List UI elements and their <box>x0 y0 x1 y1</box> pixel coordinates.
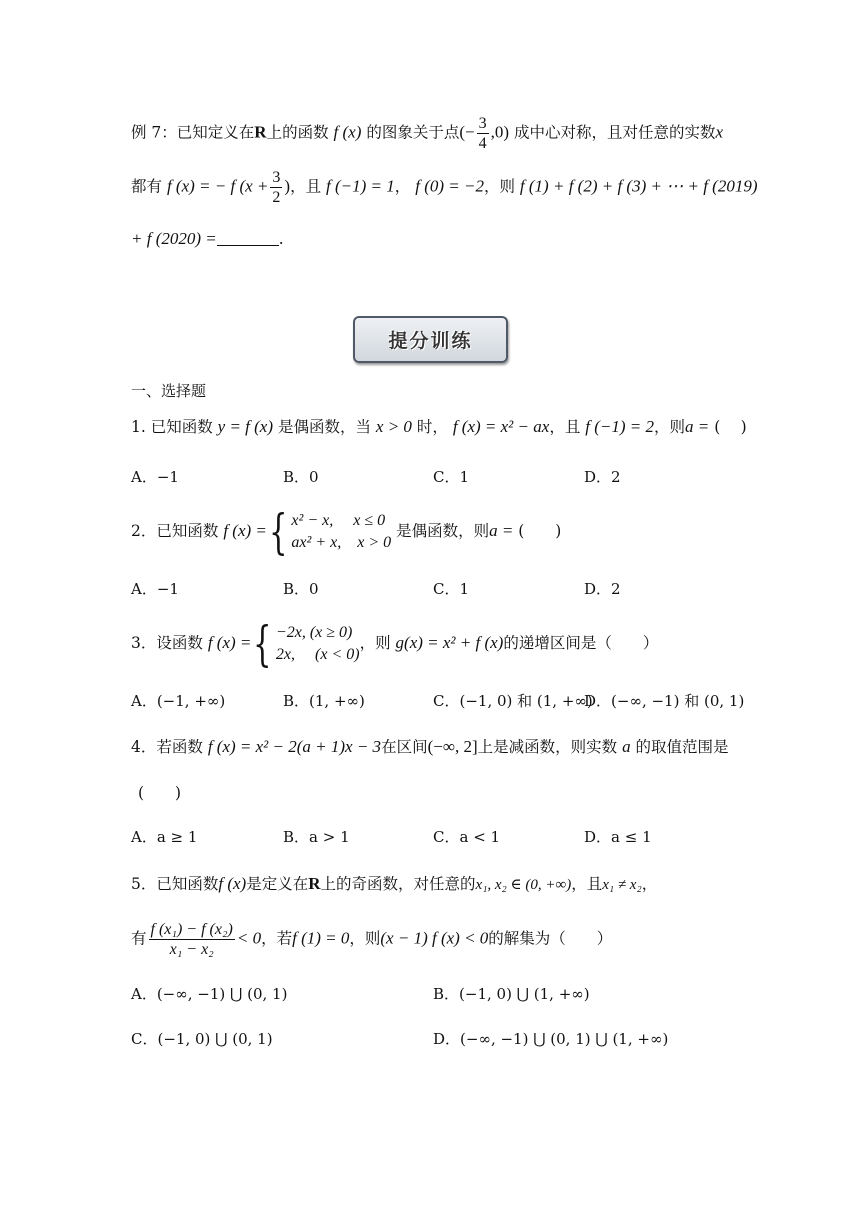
fraction-numerator: 3 <box>478 115 487 132</box>
q2-stem <box>131 504 562 560</box>
math: g(x) = x² + f (x) <box>395 633 504 652</box>
set-R: R <box>254 122 267 142</box>
text-segment: 上的奇函数，对任意的 <box>320 875 476 893</box>
q3-number: 3．设函数 <box>131 634 203 652</box>
math: f (x) = x² − ax <box>452 417 550 436</box>
text-segment: 成中心对称，且对任意的实数 <box>513 123 716 142</box>
case-1: x² − x, x ≤ 0 <box>291 512 386 529</box>
left-brace: { <box>268 504 288 560</box>
math: f (x) = <box>207 633 252 652</box>
math: f (1) = 0 <box>292 928 350 948</box>
math: f (x) <box>218 874 247 893</box>
math: a <box>622 737 631 756</box>
fraction-3-2 <box>270 168 282 207</box>
banner-label: 提分训练 <box>388 330 473 352</box>
text-segment: . <box>278 230 284 248</box>
q4-option-c[interactable]: C．a < 1 <box>433 828 501 846</box>
text-segment: 上是减函数，则实数 <box>477 738 618 756</box>
q3-option-a[interactable]: A．(−1, +∞) <box>131 692 226 710</box>
example7-line1 <box>131 114 723 153</box>
q2-number: 2．已知函数 <box>131 522 219 540</box>
q3-option-b[interactable]: B．(1, +∞) <box>283 692 365 710</box>
math: f (x) = <box>223 521 267 540</box>
math: a = <box>685 417 710 436</box>
piecewise-cases <box>276 622 360 666</box>
text-segment: ，且 <box>290 177 322 196</box>
text-segment: 上的函数 <box>266 123 329 142</box>
text-segment: 在区间 <box>381 738 428 756</box>
math-point-right: ,0) <box>490 122 509 142</box>
fraction-denominator: 4 <box>478 135 487 152</box>
section-banner <box>353 316 508 363</box>
fraction-denominator: 2 <box>272 189 281 206</box>
text-segment: 的解集为（ ） <box>488 929 613 948</box>
text-segment: ， <box>394 177 411 196</box>
fraction-denominator: x₁ − x₂ <box>169 941 214 958</box>
q2-option-a[interactable]: A．−1 <box>131 580 179 598</box>
text-segment: 有 <box>131 929 147 948</box>
q5-stem-line2 <box>131 920 612 959</box>
math-paren: ) <box>284 176 291 196</box>
q2-option-c[interactable]: C．1 <box>433 580 470 598</box>
example7-line2 <box>131 168 758 207</box>
q4-option-b[interactable]: B．a > 1 <box>283 828 350 846</box>
q2-option-b[interactable]: B．0 <box>283 580 319 598</box>
q4-number: 4．若函数 <box>131 738 203 756</box>
q5-stem-line1 <box>131 875 657 893</box>
math: f (x) = x² − 2(a + 1)x − 3 <box>207 737 382 756</box>
math: < 0 <box>236 928 262 948</box>
q4-stem <box>131 738 729 756</box>
q5-option-d[interactable]: D．(−∞, −1) ⋃ (0, 1) ⋃ (1, +∞) <box>433 1030 669 1048</box>
math: x > 0 <box>375 417 412 436</box>
case-2: ax² + x, x > 0 <box>291 534 392 551</box>
q1-option-c[interactable]: C．1 <box>433 468 470 486</box>
q4-paren: ( ) <box>138 784 182 802</box>
q4-option-a[interactable]: A．a ≥ 1 <box>131 828 198 846</box>
text-segment: 的取值范围是 <box>635 738 729 756</box>
text-segment: 是偶函数，当 <box>277 418 371 436</box>
q5-option-c[interactable]: C．(−1, 0) ⋃ (0, 1) <box>131 1030 273 1048</box>
text-segment: ，则 <box>654 418 686 436</box>
example7-label: 例 7：已知定义在 <box>131 123 255 142</box>
math-point-left: (− <box>459 122 475 142</box>
q1-option-b[interactable]: B．0 <box>283 468 319 486</box>
text-segment: 时， <box>416 418 448 436</box>
section-title: 一、选择题 <box>131 382 207 400</box>
text-segment: ，则 <box>483 177 515 196</box>
q5-option-b[interactable]: B．(−1, 0) ⋃ (1, +∞) <box>433 985 590 1003</box>
q1-option-a[interactable]: A．−1 <box>131 468 179 486</box>
fraction-numerator: f (x₁) − f (x₂) <box>150 921 233 938</box>
set-R: R <box>308 874 321 893</box>
text-segment: 是定义在 <box>246 875 309 893</box>
math: x₁ ≠ x₂ <box>602 877 642 893</box>
q2-option-d[interactable]: D．2 <box>584 580 621 598</box>
case-1: −2x, (x ≥ 0) <box>275 624 353 641</box>
difference-quotient <box>149 920 235 959</box>
text-segment: ， <box>641 875 658 893</box>
math-var-x: x <box>715 122 723 142</box>
math: y = f (x) <box>217 417 274 436</box>
q3-stem <box>131 616 659 672</box>
answer-paren: ( ) <box>714 418 747 436</box>
math-f-neg1: f (−1) = 1 <box>326 176 395 196</box>
fraction-3-4 <box>477 114 489 153</box>
q5-option-a[interactable]: A．(−∞, −1) ⋃ (0, 1) <box>131 985 288 1003</box>
math: (−∞, 2] <box>427 737 478 756</box>
math-functional-equation: f (x) = − f (x + <box>166 176 269 196</box>
fraction-numerator: 3 <box>272 169 281 186</box>
math: x₁, x₂ ∈ (0, +∞) <box>475 877 572 893</box>
answer-blank <box>217 245 279 246</box>
answer-paren: ( ) <box>518 522 562 540</box>
q1-stem <box>131 418 747 436</box>
math: f (−1) = 2 <box>585 417 655 436</box>
math: (x − 1) f (x) < 0 <box>380 928 489 948</box>
case-2: 2x, (x < 0) <box>275 646 360 663</box>
text-segment: 的递增区间是（ ） <box>503 634 659 652</box>
example7-line3 <box>131 230 284 248</box>
text-segment: ，且 <box>571 875 603 893</box>
q1-number: 1. 已知函数 <box>131 418 213 436</box>
q3-option-c[interactable]: C．(−1, 0) 和 (1, +∞) <box>433 692 593 710</box>
q3-option-d[interactable]: D．(−∞, −1) 和 (0, 1) <box>584 692 745 710</box>
text-segment: 都有 <box>131 177 163 196</box>
text-segment: 是偶函数，则 <box>396 522 490 540</box>
math-f-0: f (0) = −2 <box>415 176 484 196</box>
q1-option-d[interactable]: D．2 <box>584 468 621 486</box>
text-segment: ，若 <box>261 929 293 948</box>
text-segment: ，则 <box>359 634 391 652</box>
left-brace: { <box>253 616 272 672</box>
q4-option-d[interactable]: D．a ≤ 1 <box>584 828 652 846</box>
math-f-2020: + f (2020) = <box>131 229 217 248</box>
math: a = <box>489 521 514 540</box>
math-sum: f (1) + f (2) + f (3) + ⋯ + f (2019) <box>519 176 758 196</box>
text-segment: 的图象关于点 <box>366 123 460 142</box>
piecewise-cases <box>291 510 391 554</box>
math-fx: f (x) <box>333 122 362 142</box>
q5-number: 5．已知函数 <box>131 875 219 893</box>
text-segment: ，且 <box>549 418 581 436</box>
text-segment: ，则 <box>349 929 381 948</box>
